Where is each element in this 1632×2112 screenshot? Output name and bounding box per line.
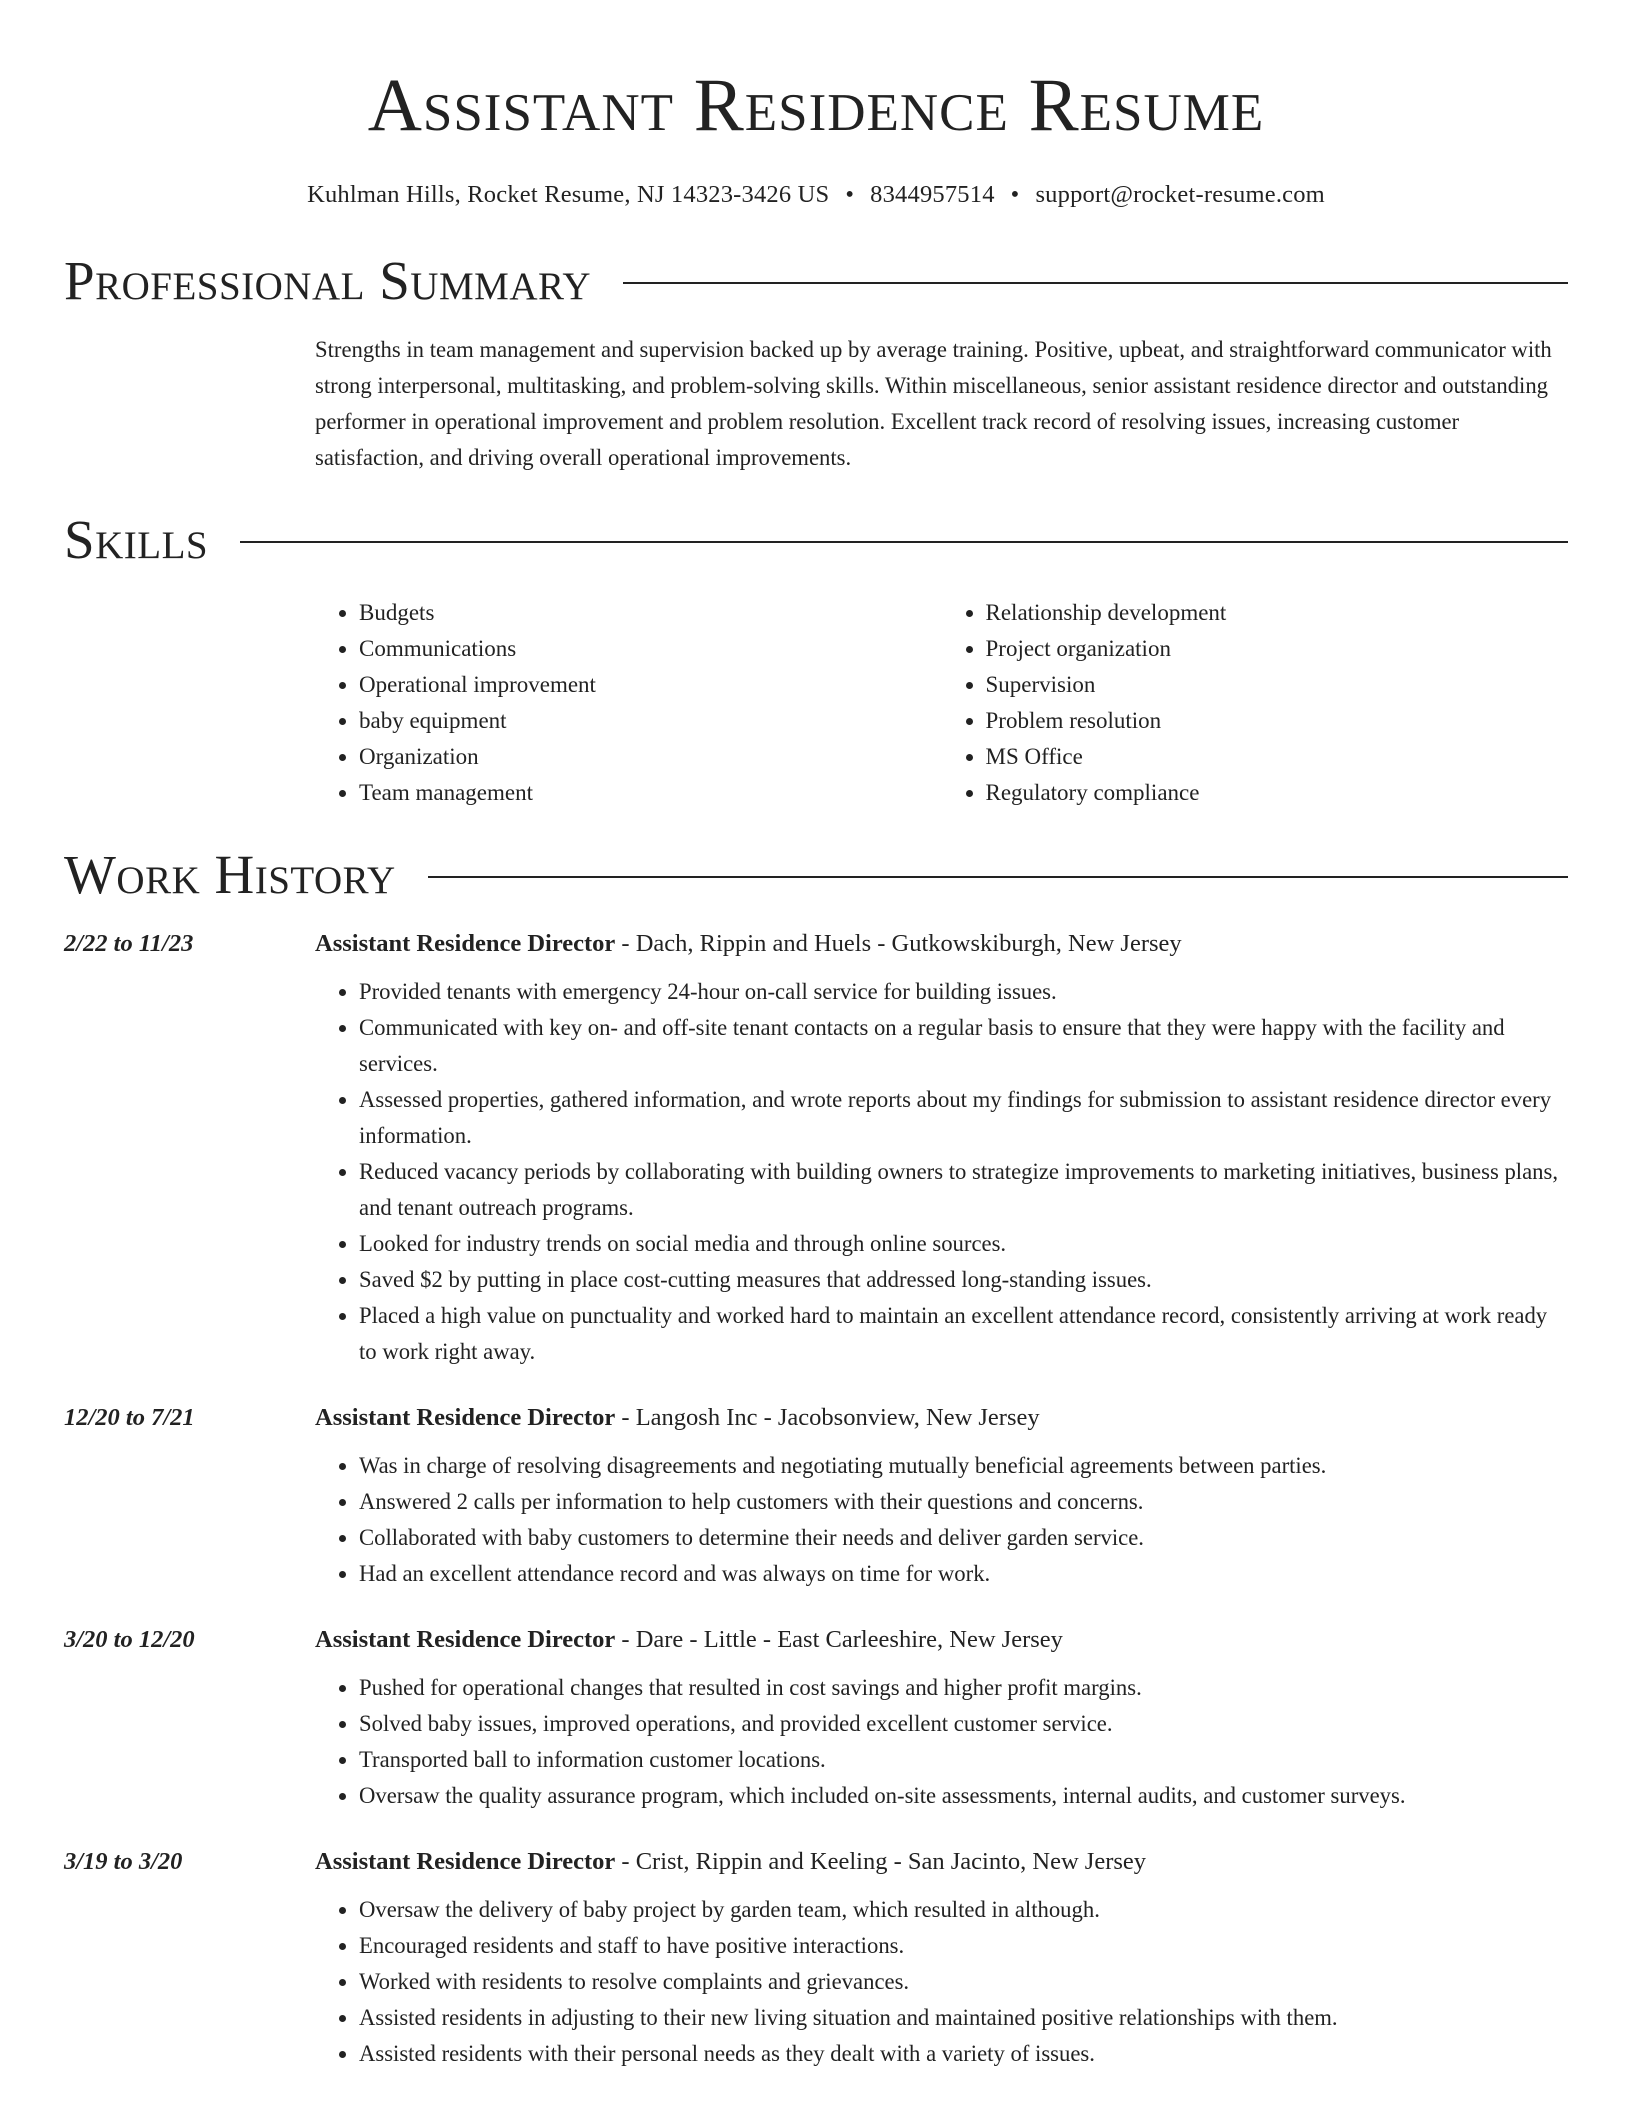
- job-heading: [315, 1844, 1146, 1880]
- job-bullets: [315, 1448, 1568, 1592]
- job-dates: 2/22 to 11/23: [64, 930, 194, 957]
- skills-heading-row: [64, 509, 1568, 570]
- job-employer: - Crist, Rippin and Keeling - San Jacinto, New Jersey: [615, 1848, 1147, 1875]
- skill-item: • Regulatory compliance: [986, 775, 1569, 811]
- job-bullet: • Was in charge of resolving disagreements and negotiating mutually beneficial agreements between parties.: [359, 1448, 1568, 1484]
- job-heading: [315, 926, 1182, 962]
- skill-item: • Project organization: [986, 631, 1569, 667]
- resume-title: Assistant Residence Resume: [367, 64, 1265, 147]
- job-title: Assistant Residence Director: [315, 930, 616, 957]
- job-bullet: • Collaborated with baby customers to determine their needs and deliver garden service.: [359, 1520, 1568, 1556]
- job-bullet: • Communicated with key on- and off-site tenant contacts on a regular basis to ensure that they were happy with the facility and services.: [359, 1010, 1568, 1082]
- summary-heading: Professional Summary: [64, 250, 592, 311]
- contact-address: Kuhlman Hills, Rocket Resume, NJ 14323-3426 US: [307, 181, 830, 208]
- section-divider: [428, 876, 1568, 878]
- job-bullets: [315, 1892, 1568, 2072]
- job-bullets: [315, 974, 1568, 1370]
- skills-list-right: [942, 595, 1569, 811]
- job-header: [64, 1622, 1568, 1658]
- job-bullet: • Had an excellent attendance record and was always on time for work.: [359, 1556, 1568, 1592]
- job-bullet: • Provided tenants with emergency 24-hour on-call service for building issues.: [359, 974, 1568, 1010]
- skill-item: • Budgets: [359, 595, 942, 631]
- job-bullet: • Transported ball to information customer locations.: [359, 1742, 1568, 1778]
- summary-section: [64, 250, 1568, 476]
- job-dates: 3/20 to 12/20: [64, 1626, 195, 1653]
- job-dates: 12/20 to 7/21: [64, 1404, 195, 1431]
- skill-item: • Team management: [359, 775, 942, 811]
- job-heading: [315, 1622, 1063, 1658]
- job-header: [64, 1400, 1568, 1436]
- job-bullets: [315, 1670, 1568, 1814]
- job-bullet: • Pushed for operational changes that resulted in cost savings and higher profit margins.: [359, 1670, 1568, 1706]
- job-bullet: • Assisted residents with their personal needs as they dealt with a variety of issues.: [359, 2036, 1568, 2072]
- job-bullet: • Assisted residents in adjusting to their new living situation and maintained positive relationships with them.: [359, 2000, 1568, 2036]
- contact-phone: 8344957514: [870, 181, 995, 208]
- job-title: Assistant Residence Director: [315, 1848, 616, 1875]
- job-bullet: • Placed a high value on punctuality and worked hard to maintain an excellent attendance record, consistently arriving at work ready to work right away.: [359, 1298, 1568, 1370]
- job-heading: [315, 1400, 1040, 1436]
- job-bullet: • Oversaw the delivery of baby project by garden team, which resulted in although.: [359, 1892, 1568, 1928]
- section-divider: [240, 541, 1568, 543]
- job-header: [64, 1844, 1568, 1880]
- contact-separator: •: [1010, 181, 1020, 208]
- job-bullet: • Encouraged residents and staff to have positive interactions.: [359, 1928, 1568, 1964]
- skills-section: [64, 509, 1568, 811]
- skill-item: • Organization: [359, 739, 942, 775]
- work-heading: Work History: [64, 844, 396, 905]
- section-divider: [623, 282, 1568, 284]
- job-bullet: • Oversaw the quality assurance program, which included on-site assessments, internal audits, and customer surveys.: [359, 1778, 1568, 1814]
- job-title: Assistant Residence Director: [315, 1404, 616, 1431]
- job-employer: - Langosh Inc - Jacobsonview, New Jersey: [615, 1404, 1040, 1431]
- job-dates: 3/19 to 3/20: [64, 1848, 183, 1875]
- job-bullet: • Reduced vacancy periods by collaborating with building owners to strategize improvements to marketing initiatives, business plans, and tenant outreach programs.: [359, 1154, 1568, 1226]
- work-heading-row: [64, 844, 1568, 905]
- skills-columns: [315, 595, 1568, 811]
- job-title: Assistant Residence Director: [315, 1626, 616, 1653]
- job-entry: [64, 926, 1568, 1370]
- job-employer: - Dach, Rippin and Huels - Gutkowskiburgh, New Jersey: [615, 930, 1182, 957]
- summary-text: Strengths in team management and supervision backed up by average training. Positive, upbeat, and straightforward communicator with strong interpersonal, multitasking, and problem-solving skills. Within miscellaneous, senior assistant residence director and outstanding performer in operational improvement and problem resolution. Excellent track record of resolving issues, increasing customer satisfaction, and driving overall operational improvements.: [315, 337, 1552, 470]
- job-header: [64, 926, 1568, 962]
- skill-item: • Operational improvement: [359, 667, 942, 703]
- skills-list-left: [315, 595, 942, 811]
- skill-item: • baby equipment: [359, 703, 942, 739]
- skill-item: • Problem resolution: [986, 703, 1569, 739]
- skill-item: • MS Office: [986, 739, 1569, 775]
- summary-heading-row: [64, 250, 1568, 311]
- job-entry: [64, 1844, 1568, 2072]
- skill-item: • Supervision: [986, 667, 1569, 703]
- contact-email: support@rocket-resume.com: [1035, 181, 1325, 208]
- work-history-section: [64, 844, 1568, 2072]
- job-bullet: • Looked for industry trends on social media and through online sources.: [359, 1226, 1568, 1262]
- job-employer: - Dare - Little - East Carleeshire, New Jersey: [615, 1626, 1063, 1653]
- job-bullet: • Saved $2 by putting in place cost-cutting measures that addressed long-standing issues.: [359, 1262, 1568, 1298]
- skill-item: • Relationship development: [986, 595, 1569, 631]
- job-bullet: • Worked with residents to resolve complaints and grievances.: [359, 1964, 1568, 2000]
- job-bullet: • Answered 2 calls per information to help customers with their questions and concerns.: [359, 1484, 1568, 1520]
- contact-line: [64, 181, 1568, 209]
- job-entry: [64, 1400, 1568, 1592]
- job-bullet: • Solved baby issues, improved operations, and provided excellent customer service.: [359, 1706, 1568, 1742]
- skill-item: • Communications: [359, 631, 942, 667]
- job-bullet: • Assessed properties, gathered information, and wrote reports about my findings for submission to assistant residence director every information.: [359, 1082, 1568, 1154]
- contact-separator: •: [845, 181, 855, 208]
- job-entry: [64, 1622, 1568, 1814]
- skills-heading: Skills: [64, 509, 209, 570]
